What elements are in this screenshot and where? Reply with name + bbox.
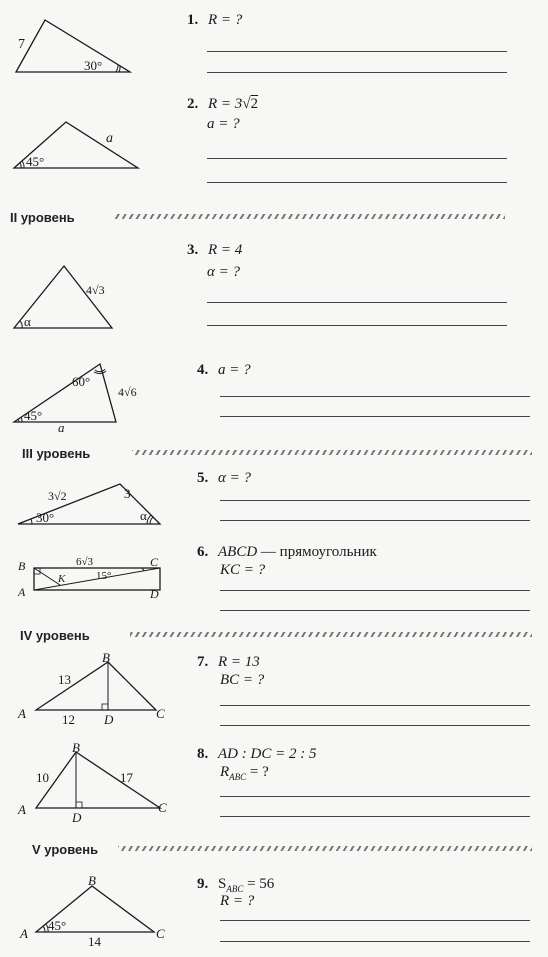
answer-line[interactable]: [220, 500, 530, 501]
divider: [118, 846, 532, 851]
side-label: 6√3: [76, 556, 94, 568]
problem-number: 5.: [197, 470, 209, 486]
answer-line[interactable]: [220, 920, 530, 921]
level-heading: III уровень: [22, 446, 91, 461]
problem-text: R = ?: [208, 12, 243, 28]
problem-text: S: [218, 876, 227, 892]
side-label: 13: [58, 672, 71, 687]
side-label: 7: [18, 37, 25, 52]
answer-line[interactable]: [207, 325, 507, 326]
answer-line[interactable]: [207, 302, 507, 303]
side-label: 3: [124, 486, 131, 501]
side-label: a: [106, 131, 113, 146]
problem-7-line-1: [197, 654, 260, 671]
answer-line[interactable]: [220, 705, 530, 706]
answer-line[interactable]: [220, 610, 530, 611]
problem-text: R: [220, 764, 230, 780]
figure-problem-8: [14, 740, 174, 825]
answer-line[interactable]: [220, 520, 530, 521]
base-label: a: [58, 420, 65, 435]
vertex-label: A: [18, 706, 26, 721]
problem-text: a = ?: [207, 116, 240, 132]
problem-2-line-1: [187, 96, 258, 113]
problem-text: AD : DC = 2 : 5: [218, 746, 317, 762]
problem-text: R = 13: [218, 654, 260, 670]
vertex-label: C: [156, 926, 165, 941]
answer-line[interactable]: [207, 158, 507, 159]
problem-5-line-1: [197, 470, 251, 487]
problem-text: ABCD: [218, 544, 258, 560]
angle-label: 30°: [84, 58, 103, 73]
subscript: ABC: [226, 884, 244, 894]
problem-text: = 56: [243, 876, 275, 892]
problem-text: BC = ?: [220, 672, 265, 688]
problem-6-line-1: [197, 544, 377, 561]
problem-text: α = ?: [218, 470, 251, 486]
angle-label: 45°: [24, 408, 43, 423]
vertex-label: C: [150, 555, 159, 569]
vertex-label: B: [18, 559, 26, 573]
angle-label: 15°: [96, 570, 112, 582]
figure-problem-7: [14, 650, 174, 727]
angle-label: 30°: [36, 510, 55, 525]
figure-problem-5: [14, 476, 166, 528]
problem-text: α = ?: [207, 264, 240, 280]
answer-line[interactable]: [207, 72, 507, 73]
figure-problem-3: [8, 262, 118, 334]
vertex-label: K: [58, 573, 66, 585]
answer-line[interactable]: [220, 416, 530, 417]
vertex-label: B: [102, 650, 110, 665]
vertex-label: D: [72, 810, 82, 825]
problem-number: 4.: [197, 362, 209, 378]
problem-number: 1.: [187, 12, 199, 28]
answer-line[interactable]: [207, 182, 507, 183]
problem-number: 9.: [197, 876, 209, 892]
divider: [132, 450, 532, 455]
divider: [130, 632, 532, 637]
radicand: 2: [250, 96, 259, 112]
answer-line[interactable]: [220, 941, 530, 942]
problem-4-line-1: [197, 362, 251, 379]
vertex-label: A: [18, 802, 26, 817]
answer-line[interactable]: [207, 51, 507, 52]
problem-number: 2.: [187, 96, 199, 112]
problem-number: 8.: [197, 746, 209, 762]
subscript: ABC: [229, 772, 247, 782]
answer-line[interactable]: [220, 796, 530, 797]
angle-label: 60°: [72, 374, 91, 389]
problem-1-line-1: [187, 12, 242, 29]
problem-8-line-2: [220, 764, 269, 786]
problem-text: a = ?: [218, 362, 251, 378]
side-label: 17: [120, 770, 133, 785]
answer-line[interactable]: [220, 816, 530, 817]
answer-line[interactable]: [220, 396, 530, 397]
figure-problem-1: [8, 14, 136, 78]
base-label: 14: [88, 934, 101, 949]
figure-problem-6: [14, 554, 170, 601]
vertex-label: C: [158, 800, 167, 815]
vertex-label: A: [20, 926, 28, 941]
angle-label: 45°: [26, 154, 45, 169]
answer-line[interactable]: [220, 725, 530, 726]
figure-problem-4: [8, 358, 148, 435]
problem-text: R = ?: [220, 893, 255, 909]
angle-label: α: [24, 314, 31, 329]
side-label: 3√2: [48, 489, 67, 503]
problem-number: 7.: [197, 654, 209, 670]
figure-problem-2: [8, 116, 144, 174]
level-heading: II уровень: [10, 210, 75, 225]
figure-problem-9: [14, 873, 174, 949]
base-label: 12: [62, 712, 75, 727]
level-heading: V уровень: [32, 842, 99, 857]
problem-text: — прямоугольник: [257, 544, 377, 560]
angle-label: α: [140, 508, 147, 523]
vertex-label: B: [72, 740, 80, 755]
side-label: 4√6: [118, 385, 137, 399]
problem-text: KC = ?: [220, 562, 266, 578]
problem-number: 3.: [187, 242, 199, 258]
level-heading: IV уровень: [20, 628, 90, 643]
vertex-label: D: [104, 712, 114, 727]
problem-3-line-1: [187, 242, 242, 259]
vertex-label: A: [18, 585, 26, 599]
side-label: 4√3: [86, 283, 105, 297]
angle-label: 45°: [48, 918, 67, 933]
problem-text: R = 4: [208, 242, 243, 258]
problem-text: = ?: [246, 764, 269, 780]
side-label: 10: [36, 770, 49, 785]
sqrt-sign: √: [242, 96, 251, 112]
vertex-label: B: [88, 873, 96, 888]
vertex-label: D: [150, 587, 159, 601]
problem-8-line-1: [197, 746, 316, 763]
vertex-label: C: [156, 706, 165, 721]
problem-number: 6.: [197, 544, 209, 560]
divider: [113, 214, 505, 219]
answer-line[interactable]: [220, 590, 530, 591]
problem-text: R = 3: [208, 96, 243, 112]
